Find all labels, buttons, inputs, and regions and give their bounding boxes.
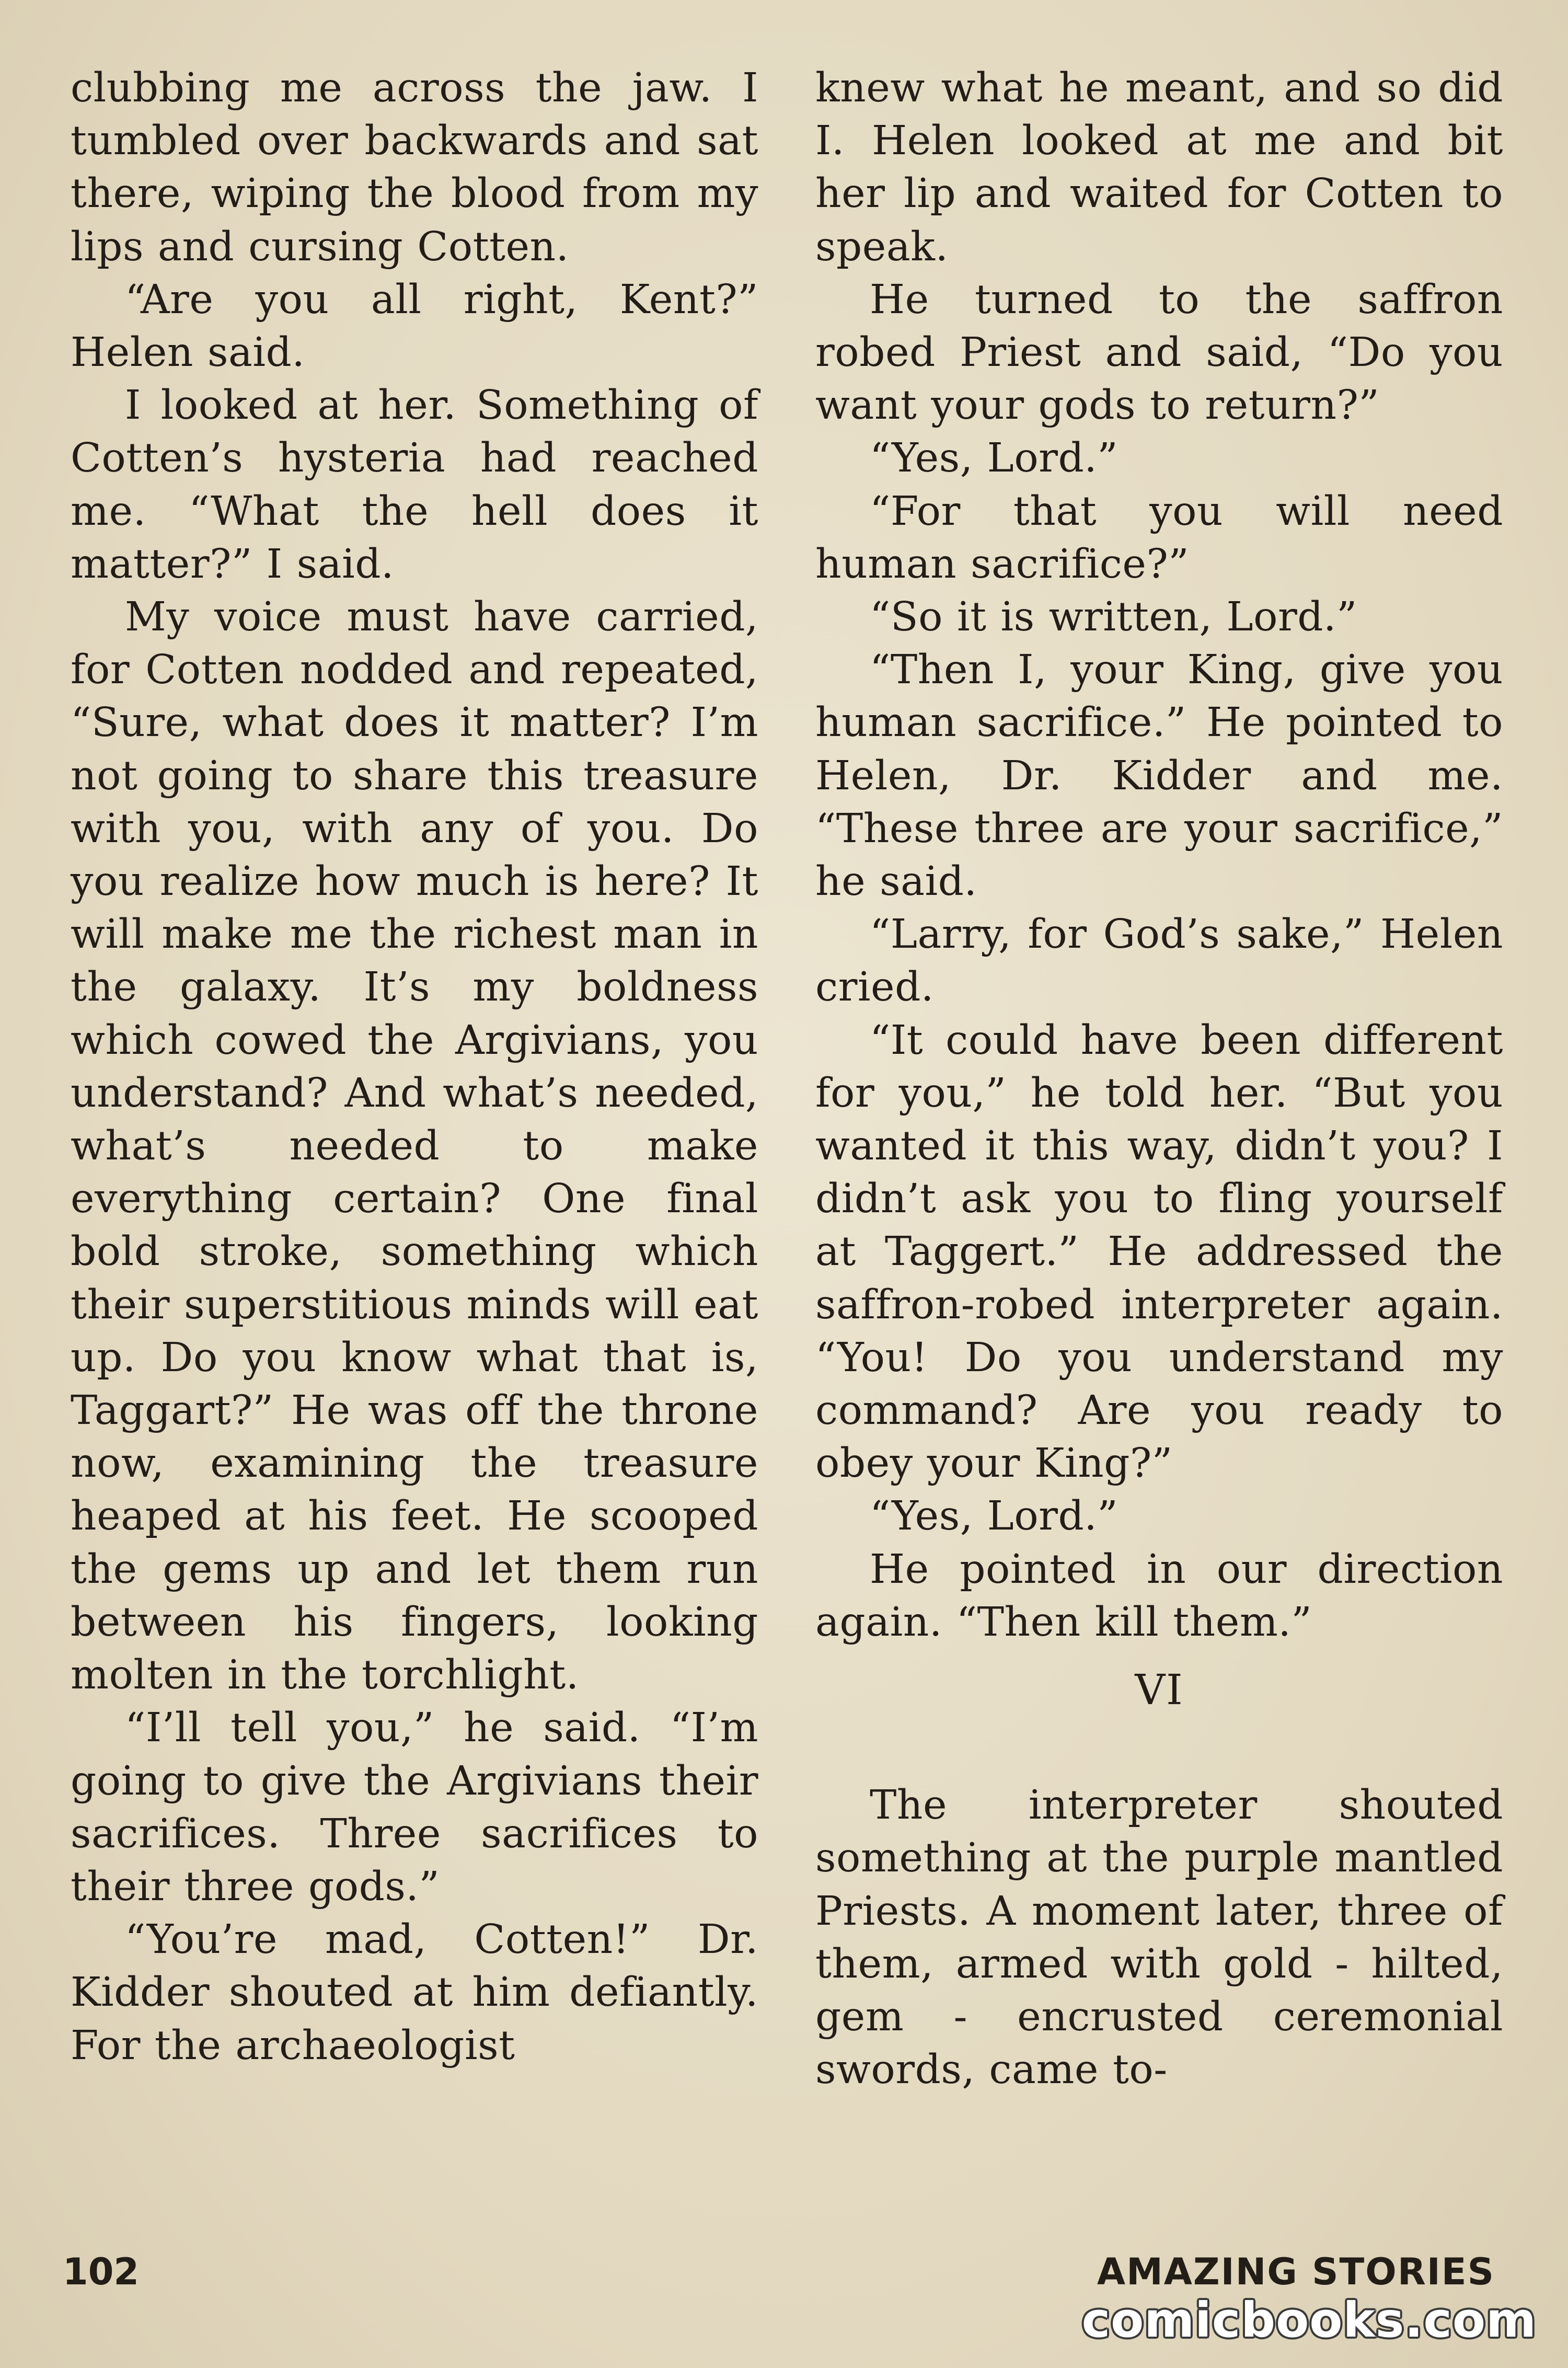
paragraph: “Then I, your King, give you human sacrifice.” He pointed to Helen, Dr. Kidder and me. “These three are your sacrifice,” he said. bbox=[815, 647, 1503, 905]
right-text-column bbox=[815, 62, 1503, 2096]
paragraph: “Yes, Lord.” bbox=[870, 435, 1119, 482]
paragraph: knew what he meant, and so did I. Helen looked at me and bit her lip and waited for Cotten to speak. bbox=[815, 65, 1503, 270]
paragraph: “You’re mad, Cotten!” Dr. Kidder shouted at him defiantly. For the archaeologist bbox=[71, 1916, 758, 2069]
right-column-lower-text bbox=[815, 1779, 1503, 2096]
paragraph: My voice must have carried, for Cotten nodded and repeated, “Sure, what does it matter? I’m not going to share this treasure with you, with any of you. Do you realize how much is here? It will make me the richest man in the galaxy. It’s my boldness which cowed the Argivians, you understand? And what’s needed, what’s needed to make everything certain? One final bold stroke, something which their superstitious minds will eat up. Do you know what that is, Taggart?” He was off the throne now, examining the treasure heaped at his feet. He scooped the gems up and let them run between his fingers, looking molten in the torchlight. bbox=[71, 594, 758, 1699]
paragraph: “It could have been different for you,” he told her. “But you wanted it this way, didn’t you? I didn’t ask you to fling yourself at Taggert.” He addressed the saffron-robed interpreter again. “You! Do you understand my command? Are you ready to obey your King?” bbox=[815, 1017, 1503, 1487]
paragraph: “Are you all right, Kent?” Helen said. bbox=[71, 276, 758, 376]
site-watermark: comicbooks.com bbox=[1081, 2292, 1537, 2348]
paragraph: He pointed in our direction again. “Then kill them.” bbox=[815, 1546, 1503, 1646]
paragraph: He turned to the saffron robed Priest and said, “Do you want your gods to return?” bbox=[815, 276, 1503, 429]
right-column-upper-text bbox=[815, 62, 1503, 1649]
chapter-heading: VI bbox=[1135, 1665, 1184, 1715]
left-text-column bbox=[71, 62, 758, 2072]
running-footer-title: AMAZING STORIES bbox=[1097, 2250, 1495, 2293]
paragraph: The interpreter shouted something at the purple mantled Priests. A moment later, three of them, armed with gold - hilted, gem - encrusted ceremonial swords, came to- bbox=[815, 1782, 1503, 2094]
paragraph: “Yes, Lord.” bbox=[870, 1493, 1119, 1540]
paragraph: “So it is written, Lord.” bbox=[870, 594, 1357, 641]
paragraph: “Larry, for God’s sake,” Helen cried. bbox=[815, 911, 1503, 1011]
page-number: 102 bbox=[63, 2250, 140, 2293]
paragraph: clubbing me across the jaw. I tumbled over backwards and sat there, wiping the blood from my lips and cursing Cotten. bbox=[71, 65, 758, 270]
paragraph: “For that you will need human sacrifice?” bbox=[815, 488, 1503, 588]
paragraph: “I’ll tell you,” he said. “I’m going to give the Argivians their sacrifices. Three sacrifices to their three gods.” bbox=[71, 1705, 758, 1910]
paragraph: I looked at her. Something of Cotten’s hysteria had reached me. “What the hell does it matter?” I said. bbox=[71, 382, 758, 588]
